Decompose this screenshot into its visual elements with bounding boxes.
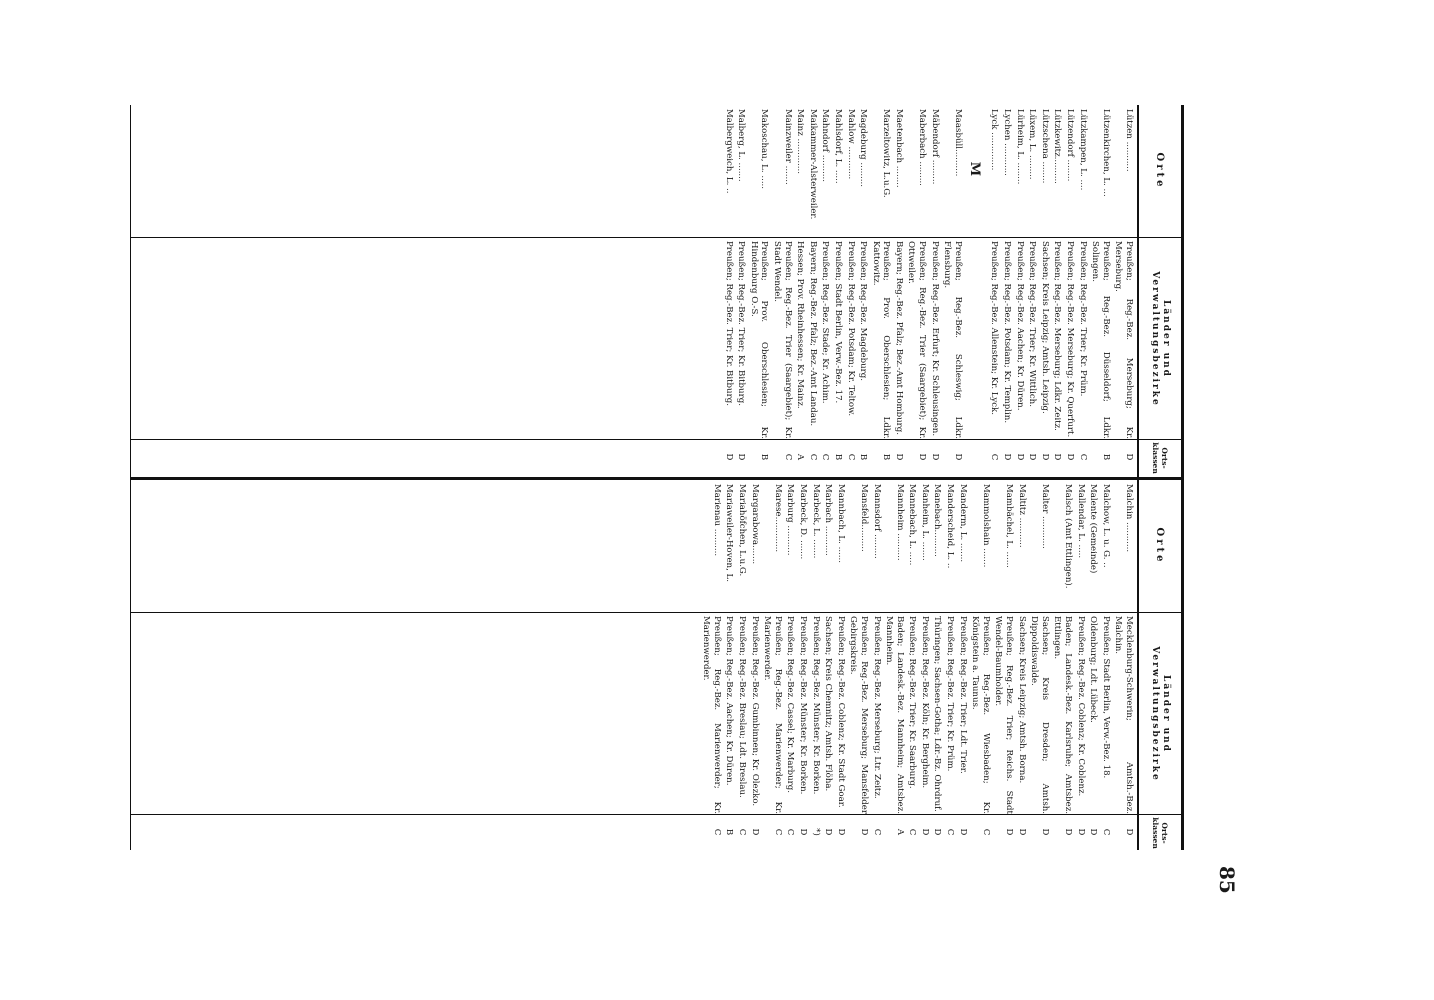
left-column-block [131,105,1181,480]
district: Preußen; Reg.-Bez. Trier (Saargebiet); Kr. Ottweiler. [906,241,928,439]
district: Preußen; Prov. Oberschlesien; Ldkr. Kattowitz. [870,241,892,439]
place-class: A [795,453,806,461]
district: Preußen; Reg.-Bez. Trier (Saargebiet); Kr. Stadt Wendel. [771,241,793,439]
district: Preußen; Reg.-Bez. Schleswig; Ldkr. Flensburg. [942,241,963,439]
district: Preußen; Reg.-Bez. Trier; Kr. Wittlich. [1027,241,1038,407]
place-name: Lychen ............ [1002,109,1013,176]
place-name: Malchow, L. u. G. .. [1100,484,1111,568]
place-name: Malchin ........... [1124,484,1134,553]
table-row [931,480,944,850]
place-name: Lützkampen, L. .... [1077,109,1088,191]
table-row [1099,480,1112,850]
district: Preußen; Reg.-Bez. Allenstein; Kr. Lyck. [989,241,1000,415]
table-row [870,480,883,850]
table-row [1076,105,1089,477]
district: Preußen; Reg.-Bez. Merseburg; Kr. Merseburg. [1113,241,1134,439]
place-class: C [711,828,722,836]
district: Preußen; Reg.-Bez. Wiesbaden; Kr. Königstein a. Taunus. [970,616,991,814]
district: Preußen; Reg.-Bez. Düsseldorf; Ldkr. Solingen. [1090,241,1111,439]
place-name: Mahndorf .......... [820,109,831,183]
table-row [1112,480,1135,850]
place-class: D [1004,828,1015,836]
place-class: D [1016,828,1027,836]
place-name: Marbeck, D. ....... [797,484,808,560]
header-orte: Orte [1154,527,1166,565]
place-class: C [785,828,796,836]
place-class: D [952,453,963,461]
place-class: D [1027,453,1038,461]
right-rows [700,480,1135,850]
place-class: D [1039,453,1050,461]
place-name: Malente (Gemeinde) [1088,484,1099,574]
place-class: *) [810,828,821,836]
district: Thüringen; Sachsen-Gotha; Ldr.-Bz. Ohrdruf. [932,616,943,812]
right-column-block [131,480,1181,850]
place-class: D [1075,828,1086,836]
place-name: Marese............. [772,484,783,553]
district: Preußen; Reg.-Bez. Merseburg; Mansfelder Gebirgskreis. [848,616,869,814]
place-class: D [1039,828,1050,836]
place-class: B [759,453,770,461]
place-class: D [823,828,834,836]
place-name: Mannbach, L. ...... [835,484,846,563]
table-row [857,105,870,477]
district: Preußen; Reg.-Bez. Coblenz; Kr. Coblenz. [1075,616,1086,797]
district: Preußen; Prov. Oberschlesien; Kr. Hindenburg O.-S. [748,241,770,439]
place-class: C [772,828,783,836]
table-row [988,105,1001,477]
table-row [869,105,892,477]
table-row [770,105,793,477]
table-row [809,480,822,850]
place-name: Maikammer-Alsterweiler. [807,109,818,220]
table-row [735,480,748,850]
district: Oldenburg; Ldt. Lübeck. [1088,616,1099,723]
district: Preußen; Reg.-Bez. Aachen; Kr. Düren. [1014,241,1025,411]
place-name: Maberbach ......... [917,109,928,186]
table-row [1000,105,1013,477]
place-name: Manderscheid, L. .. [945,484,956,569]
place-class: C [1100,828,1111,836]
place-class: C [980,828,991,836]
place-name: Mannsdorf ......... [871,484,882,559]
district: Preußen; Reg.-Bez. Trier; Kr. Prüm. [945,616,956,772]
place-name: Mannheim .......... [894,484,905,561]
place-name: Mariahöfchen, L.u.G. [737,484,747,577]
header-orte: Orte [1154,152,1166,190]
place-name: Magdeburg ......... [858,109,869,187]
place-class: C [1077,453,1088,461]
table-row [1074,480,1087,850]
table-row [1087,480,1100,850]
table-row [1112,105,1135,477]
place-name: Marienau .......... [711,484,722,557]
place-name: Lützkewitz.......... [1052,109,1063,184]
district: Preußen; Reg.-Bez. Merseburg; Ldkr. Zeitz. [1052,241,1063,431]
place-class: D [835,828,846,836]
table-row [918,480,931,850]
place-class: C [907,828,918,836]
district: Preußen; Stadt Berlin, Verw.-Bez. 18. [1100,616,1111,779]
place-name: Lützen ........... [1124,109,1134,172]
district: Preußen; Stadt Berlin, Verw.-Bez. 17. [832,241,843,404]
table-row [834,480,847,850]
table-row [1063,105,1076,477]
place-name: Mariaweiler-Hoven, L. [724,484,735,582]
place-class: D [797,828,808,836]
header-laender: Länder und Verwaltungsbezirke [1139,612,1181,815]
district: Sachsen; Kreis Chemnitz; Amtsh. Flöha. [823,616,834,792]
place-name: Manebach.......... [932,484,943,557]
place-name: Maltitz ........... [1016,484,1027,548]
place-class: D [749,828,760,836]
place-class: B [1100,453,1111,461]
place-class: D [1052,453,1063,461]
district: Preußen; Reg.-Bez. Coblenz; Kr. Stadt Goar. [835,616,846,808]
section-letter: M [966,161,982,177]
place-class: D [1002,453,1013,461]
district: Preußen; Reg.-Bez. Erfurt; Kr. Schleusingen. [929,241,940,437]
place-name: Makoschau, L. ..... [759,109,770,190]
place-name: Mainzweiler ....... [782,109,793,185]
district: Bayern; Reg.-Bez. Pfalz; Bez.-Amt Homburg. [893,241,904,436]
table-row [892,105,905,477]
place-name: Mahlsdorf, L. ..... [832,109,843,184]
district: Preußen; Reg.-Bez. Münster; Kr. Borken. [797,616,808,795]
district: Preußen; Reg.-Bez. Breslau; Ldt. Breslau. [737,616,747,798]
table-row [928,105,941,477]
district: Preußen; Reg.-Bez. Köln; Kr. Bergheim. [919,616,930,789]
table-row [1015,480,1028,850]
district: Preußen; Reg.-Bez. Magdeburg. [858,241,869,381]
table-row [844,105,857,477]
district: Preußen; Reg.-Bez. Potsdam; Kr. Templin. [1002,241,1013,424]
place-name: Mannebach, L. ..... [907,484,918,566]
place-class: D [917,453,928,461]
place-name: Manderm, L. ....... [957,484,968,563]
place-name: Mäbendorf ......... [929,109,940,185]
place-name: Malberg, L. ....... [736,109,747,182]
place-name: Lürheim, L. ........ [1014,109,1025,185]
place-class: D [932,828,943,836]
place-name: Maasbüll.......... [952,109,963,177]
district: Preußen; Reg.-Bez. Stade; Kr. Achim. [820,241,831,404]
header-klassen: Orts-klassen [1139,439,1181,476]
place-class: D [1124,828,1134,836]
place-name: Lützendorf ........ [1065,109,1076,182]
place-class: C [820,453,831,461]
table-row [1089,105,1112,477]
place-table [130,105,1184,850]
district: Preußen; Reg.-Bez. Trier; Kr. Prüm. [1077,241,1088,397]
place-class: D [736,453,747,461]
district: Preußen; Reg.-Bez. Potsdam; Kr. Teltow. [845,241,856,417]
place-class: A [894,828,905,836]
place-class: D [1088,828,1099,836]
district: Preußen; Reg.-Bez. Aachen; Kr. Düren. [724,616,735,786]
table-row [941,105,964,477]
table-row [905,105,928,477]
district: Baden; Landesk.-Bez. Mannheim; Amtsbez. Mannheim. [884,616,905,814]
place-name: Lützschena ........ [1039,109,1050,184]
place-name: Marbach ........... [823,484,834,556]
district: Preußen; Reg.-Bez. Marienwerder; Kr. Marienwerder. [762,616,783,814]
district: Baden; Landesk.-Bez. Karlsruhe; Amtsbez. Ettlingen. [1052,616,1074,814]
district: Preußen; Reg.-Bez. Marienwerder; Kr. Marienwerder. [701,616,722,814]
place-class: D [893,453,904,461]
table-row [1051,480,1074,850]
place-class: D [957,828,968,836]
place-class: D [929,453,940,461]
table-row [748,480,761,850]
table-row [883,480,906,850]
table-row [722,105,735,477]
table-row [796,480,809,850]
place-name: Malsch (Amt Ettlingen). [1063,484,1074,589]
place-name: Marbeck, L. ....... [810,484,821,559]
table-row [700,480,723,850]
place-class: D [919,828,930,836]
left-rows [722,105,1135,477]
place-name: Lyck .............. [989,109,1000,171]
table-row [784,480,797,850]
district: Preußen; Reg.-Bez. Trier; Reichs. Stadt Wendel-Baumholder. [993,616,1015,814]
table-row [822,480,835,850]
district: Preußen; Reg.-Bez. Trier; Kr. Saarburg. [907,616,918,789]
district: Preußen; Reg.-Bez. Trier; Kr. Bitburg. [723,241,734,406]
table-row [794,105,807,477]
place-class: C [782,453,793,461]
place-class: B [858,453,869,461]
table-header-left [1137,105,1181,477]
place-class: C [945,828,956,836]
place-class: B [832,453,843,461]
district: Preußen; Reg.-Bez. Merseburg; Ltr. Zeitz. [871,616,882,799]
district: Preußen; Reg.-Bez. Trier; Kr. Bitburg. [736,241,747,406]
district: Preußen; Reg.-Bez. Trier; Ldt. Trier. [957,616,968,774]
place-name: Maetenbach ........ [893,109,904,188]
place-class: D [1065,453,1076,461]
table-row [747,105,770,477]
table-header-right [1137,480,1181,850]
place-class: B [881,453,892,461]
table-row [1038,105,1051,477]
table-row [761,480,784,850]
table-row [906,480,919,850]
district: Sachsen; Kreis Dresden; Amtsh. Dippoldiswalde. [1029,616,1050,814]
place-name: Mambächel, L. ...... [1004,484,1015,568]
place-name: Manheim, L. ....... [919,484,930,561]
table-row [723,480,736,850]
district: Preußen; Reg.-Bez. Cassel; Kr. Marburg. [785,616,796,794]
place-name: Malter ............ [1039,484,1050,549]
place-name: Mahlow ............ [845,109,856,180]
district: Preußen; Reg.-Bez. Merseburg; Kr. Querfurt. [1065,241,1076,438]
place-name: Mansfeld.......... [858,484,869,552]
table-row [1028,480,1051,850]
table-row [969,480,992,850]
table-row [831,105,844,477]
place-name: Mallendar, L. ..... [1075,484,1086,559]
header-klassen: Orts-klassen [1139,814,1181,851]
place-name: Mammolshain ....... [980,484,991,568]
place-class: D [1124,453,1134,461]
place-class: D [723,453,734,461]
district: Hessen; Prov. Rheinhessen; Kr. Mainz. [795,241,806,409]
place-class: D [1014,453,1025,461]
table-row [944,480,957,850]
page-number: 85 [1215,866,1239,894]
table-row [806,105,819,477]
district: Sachsen; Kreis Leipzig; Amtsh. Borna. [1016,616,1027,784]
place-name: Marburg ........... [785,484,796,556]
place-name: Lüxem, L. ......... [1027,109,1038,180]
table-row [847,480,870,850]
place-name: Lützenkirchen, L. ... [1100,109,1111,197]
place-class: C [737,828,747,836]
table-row [1013,105,1026,477]
table-row [956,480,969,850]
district: Preußen; Reg.-Bez. Münster; Kr. Borken. [810,616,821,795]
table-row [819,105,832,477]
place-name: Malbergweich, L. .. [723,109,734,194]
place-name: Margarabowa....... [749,484,760,565]
table-row [735,105,748,477]
table-row [992,480,1015,850]
district: Preußen; Reg.-Bez. Gumbinnen; Kr. Olezko. [749,616,760,807]
district: Mecklenburg-Schwerin; Amtsh.-Bez. Malchin. [1113,616,1134,814]
place-name: Mainz ............. [795,109,806,174]
place-class: C [871,828,882,836]
place-name: Marzeltowitz, L.u.G. [881,109,892,198]
place-class: C [989,453,1000,461]
place-class: C [845,453,856,461]
place-class: B [724,828,735,836]
table-row [1051,105,1064,477]
header-laender: Länder und Verwaltungsbezirke [1139,237,1181,440]
place-class: D [1063,828,1074,836]
district: Bayern; Reg.-Bez. Pfalz; Bez.-Amt Landau. [807,241,818,427]
district: Sachsen; Kreis Leipzig; Amtsh. Leipzig. [1039,241,1050,414]
table-row [1026,105,1039,477]
place-class: C [807,453,818,461]
place-class: D [858,828,869,836]
